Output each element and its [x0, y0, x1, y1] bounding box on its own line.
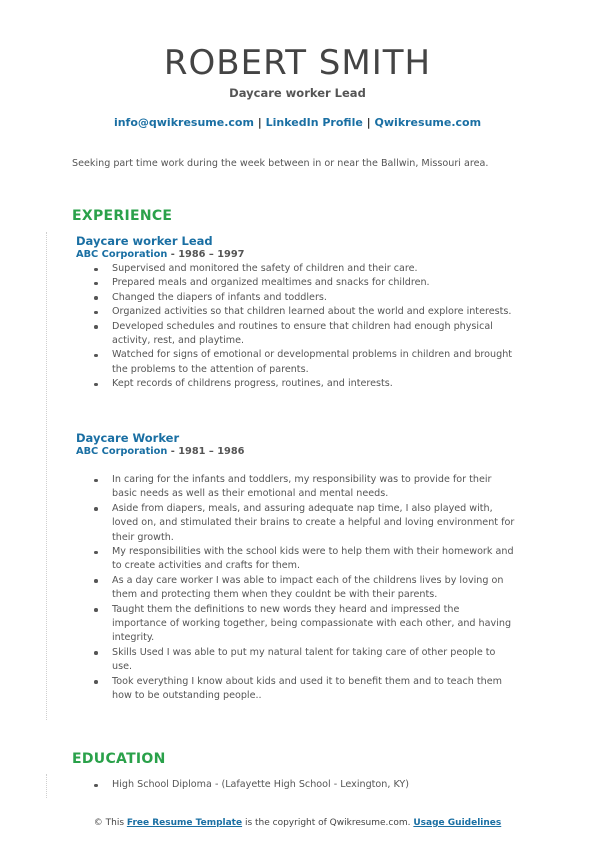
job-role: Daycare worker Lead — [76, 234, 213, 248]
list-item: Supervised and monitored the safety of children and their care. — [76, 262, 516, 276]
job-company: ABC Corporation — [76, 446, 168, 457]
candidate-title: Daycare worker Lead — [229, 86, 366, 100]
list-item: As a day care worker I was able to impact each of the childrens lives by loving on them and protecting them when they couldnt be with their parents. — [76, 574, 516, 603]
job-role: Daycare Worker — [76, 431, 180, 445]
job-meta — [76, 445, 516, 459]
list-item: Aside from diapers, meals, and assuring adequate nap time, I also played with, loved on, and stimulated their brains to create a helpful and loving environment for their growth. — [76, 502, 516, 545]
summary-text: Seeking part time work during the week between in or near the Ballwin, Missouri area. — [72, 158, 489, 169]
job-meta — [76, 248, 516, 262]
job-dates: - 1986 – 1997 — [167, 249, 245, 260]
education-entry — [76, 778, 516, 792]
list-item: High School Diploma - (Lafayette High School - Lexington, KY) — [76, 778, 516, 792]
list-item: Developed schedules and routines to ensure that children had enough physical activity, rest, and playtime. — [76, 320, 516, 349]
footer-prefix: © This — [93, 818, 127, 828]
job-bullets — [76, 473, 516, 704]
section-rail — [46, 774, 47, 798]
education-heading: EDUCATION — [72, 751, 166, 767]
candidate-name: ROBERT SMITH — [163, 43, 432, 83]
section-rail — [46, 232, 47, 720]
list-item: Kept records of childrens progress, routines, and interests. — [76, 377, 516, 391]
job-entry — [76, 431, 516, 704]
list-item: Changed the diapers of infants and toddlers. — [76, 291, 516, 305]
job-bullets — [76, 262, 516, 392]
experience-heading: EXPERIENCE — [72, 208, 173, 224]
contact-separator: | — [366, 116, 371, 129]
list-item: Prepared meals and organized mealtimes and snacks for children. — [76, 276, 516, 290]
linkedin-link[interactable]: LinkedIn Profile — [265, 116, 363, 129]
free-template-link[interactable]: Free Resume Template — [126, 818, 243, 828]
list-item: Organized activities so that children learned about the world and explore interests. — [76, 305, 516, 319]
list-item: My responsibilities with the school kids were to help them with their homework and to create activities and crafts for them. — [76, 545, 516, 574]
footer — [0, 817, 595, 829]
education-list — [76, 778, 516, 792]
email-link[interactable]: info@qwikresume.com — [113, 116, 254, 129]
job-company: ABC Corporation — [76, 249, 168, 260]
contact-line — [0, 116, 595, 130]
list-item: In caring for the infants and toddlers, my responsibility was to provide for their basic needs as well as their emotional and mental needs. — [76, 473, 516, 502]
list-item: Taught them the definitions to new words they heard and impressed the importance of working together, being compassionate with each other, and having integrity. — [76, 603, 516, 646]
usage-guidelines-link[interactable]: Usage Guidelines — [413, 818, 502, 828]
list-item: Skills Used I was able to put my natural talent for taking care of other people to use. — [76, 646, 516, 675]
footer-middle: is the copyright of Qwikresume.com. — [242, 818, 414, 828]
list-item: Watched for signs of emotional or developmental problems in children and brought the problems to the attention of parents. — [76, 348, 516, 377]
website-link[interactable]: Qwikresume.com — [374, 116, 482, 129]
contact-separator: | — [257, 116, 262, 129]
list-item: Took everything I know about kids and used it to benefit them and to teach them how to be outstanding people.. — [76, 675, 516, 704]
job-entry — [76, 234, 516, 392]
job-dates: - 1981 – 1986 — [167, 446, 245, 457]
